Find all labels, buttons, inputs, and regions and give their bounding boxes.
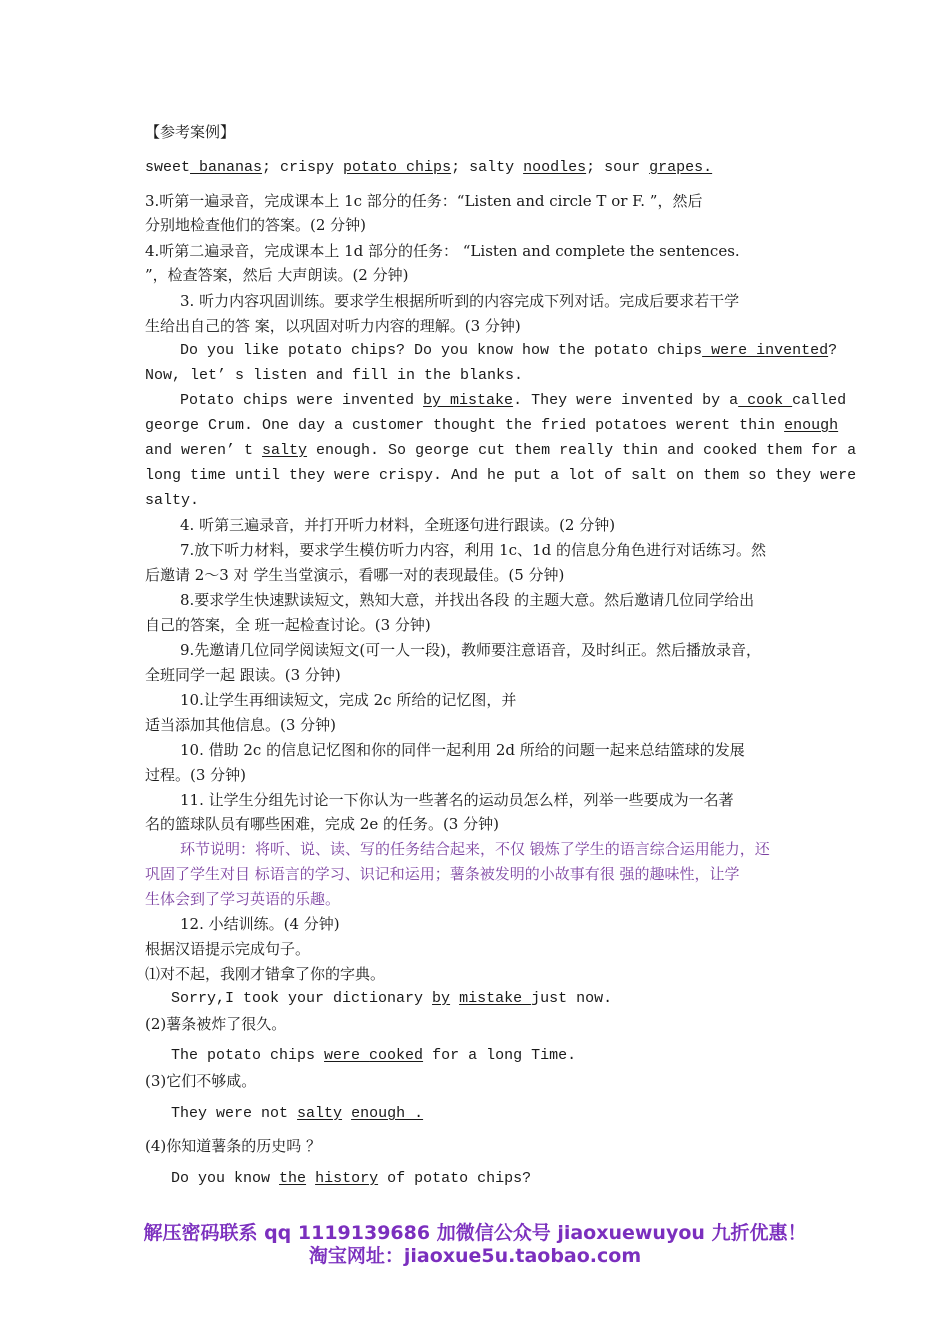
story-line-1	[180, 390, 846, 412]
para-11-line-1: 11. 让学生分组先讨论一下你认为一些著名的运动员怎么样，列举一些要成为一名著	[180, 791, 734, 809]
answer-blank: mistake	[459, 990, 532, 1007]
ref-word: ; salty	[451, 159, 524, 176]
para-10a-line-2: 适当添加其他信息。(3 分钟)	[145, 716, 337, 734]
answer-blank: enough .	[351, 1105, 424, 1122]
ref-word: sweet	[145, 159, 191, 176]
ref-answer: grapes.	[649, 159, 713, 176]
question-2: (2)薯条被炸了很久。	[145, 1015, 287, 1033]
dialog-answer: were invented	[702, 342, 829, 359]
para-12: 12. 小结训练。(4 分钟)	[180, 915, 340, 933]
para-8-line-2: 自己的答案，全 班一起检查讨论。(3 分钟)	[145, 616, 431, 634]
story-text: enough. So george cut them really thin and cooked them for a	[307, 442, 857, 459]
ref-answer: bananas	[190, 159, 263, 176]
answer-blank: cooked	[369, 1047, 424, 1064]
dialog-line-2: Now, let’ s listen and fill in the blanks.	[145, 367, 524, 384]
step-4-line-1: 4.听第二遍录音，完成课本上 1d 部分的任务： “Listen and complete the sentences.	[145, 242, 740, 260]
answer-blank: were	[324, 1047, 370, 1064]
answer-text: for a long Time.	[423, 1047, 577, 1064]
ref-word: ; sour	[586, 159, 650, 176]
question-1: ⑴对不起，我刚才错拿了你的字典。	[145, 965, 386, 983]
para-7-line-2: 后邀请 2〜3 对 学生当堂演示，看哪一对的表现最佳。(5 分钟)	[145, 566, 565, 584]
story-answer: cook	[738, 392, 793, 409]
para-9-line-1: 9.先邀请几位同学阅读短文(可一人一段)，教师要注意语音，及时纠正。然后播放录音，	[180, 641, 762, 659]
answer-text: of potato chips?	[378, 1170, 532, 1187]
answer-space	[342, 1105, 351, 1122]
answer-blank: by	[432, 990, 451, 1007]
note-line-3: 生体会到了学习英语的乐趣。	[145, 890, 341, 908]
story-text: george Crum. One day a customer thought the fried potatoes werent thin	[145, 417, 785, 434]
answer-2	[171, 1045, 576, 1067]
footer-shop-url: 淘宝网址：jiaoxue5u.taobao.com	[308, 1245, 642, 1267]
dialog-text: ?	[828, 342, 838, 359]
story-line-5: salty.	[145, 492, 200, 509]
para-8-line-1: 8.要求学生快速默读短文，熟知大意，并找出各段 的主题大意。然后邀请几位同学给出	[180, 591, 755, 609]
story-line-4: long time until they were crispy. And he put a lot of salt on them so they were	[145, 467, 857, 484]
exercise-intro: 根据汉语提示完成句子。	[145, 940, 311, 958]
answer-1	[171, 988, 612, 1010]
question-4: (4)你知道薯条的历史吗 ？	[145, 1137, 322, 1155]
story-answer: enough	[784, 417, 839, 434]
answer-blank: history	[315, 1170, 379, 1187]
question-3: (3)它们不够咸。	[145, 1072, 257, 1090]
para-11-line-2: 名的篮球队员有哪些困难，完成 2e 的任务。(3 分钟)	[145, 815, 499, 833]
reference-line	[145, 157, 712, 179]
para-3-line-2: 生给出自己的答 案，以巩固对听力内容的理解。(3 分钟)	[145, 317, 521, 335]
story-line-2	[145, 415, 838, 437]
story-text: Potato chips were invented	[180, 392, 424, 409]
answer-text: They were not	[171, 1105, 298, 1122]
story-answer: salty	[262, 442, 308, 459]
answer-text: Do you know	[171, 1170, 280, 1187]
story-text: called	[792, 392, 847, 409]
ref-word: ; crispy	[262, 159, 344, 176]
para-10b-line-1: 10. 借助 2c 的信息记忆图和你的同伴一起利用 2d 所给的问题一起来总结篮球的发展	[180, 741, 745, 759]
step-3-line-2: 分别地检查他们的答案。(2 分钟)	[145, 216, 367, 234]
para-9-line-2: 全班同学一起 跟读。(3 分钟)	[145, 666, 341, 684]
story-answer: by mistake	[423, 392, 514, 409]
ref-answer: potato chips	[343, 159, 452, 176]
answer-3	[171, 1103, 423, 1125]
para-10a-line-1: 10.让学生再细读短文，完成 2c 所给的记忆图，并	[180, 691, 517, 709]
note-line-1: 环节说明：将听、说、读、写的任务结合起来，不仅 锻炼了学生的语言综合运用能力，还	[180, 840, 770, 858]
step-3-line-1: 3.听第一遍录音，完成课本上 1c 部分的任务：“Listen and circle T or F. ”，然后	[145, 192, 703, 210]
answer-text: The potato chips	[171, 1047, 325, 1064]
story-text: . They were invented by a	[513, 392, 739, 409]
answer-blank: salty	[297, 1105, 343, 1122]
note-line-2: 巩固了学生对目 标语言的学习、识记和运用；薯条被发明的小故事有很 强的趣味性，让学	[145, 865, 740, 883]
footer-contact: 解压密码联系 qq 1119139686 加微信公众号 jiaoxuewuyou 九折优惠！	[143, 1222, 807, 1244]
story-line-3	[145, 440, 856, 462]
dialog-line-1	[180, 340, 837, 362]
para-4: 4. 听第三遍录音，并打开听力材料，全班逐句进行跟读。(2 分钟)	[180, 516, 616, 534]
section-heading: 【参考案例】	[145, 123, 236, 141]
ref-answer: noodles	[523, 159, 587, 176]
answer-text: just now.	[531, 990, 613, 1007]
para-7-line-1: 7.放下听力材料，要求学生模仿听力内容，利用 1c、1d 的信息分角色进行对话练习。然	[180, 541, 766, 559]
step-4-line-2: ”，检查答案，然后 大声朗读。(2 分钟)	[145, 266, 409, 284]
para-10b-line-2: 过程。(3 分钟)	[145, 766, 247, 784]
dialog-text: Do you like potato chips? Do you know how the potato chips	[180, 342, 703, 359]
para-3-line-1: 3. 听力内容巩固训练。要求学生根据所听到的内容完成下列对话。完成后要求若干学	[180, 292, 740, 310]
answer-4	[171, 1168, 531, 1190]
answer-blank: the	[279, 1170, 307, 1187]
answer-space	[306, 1170, 315, 1187]
answer-text: Sorry,I took your dictionary	[171, 990, 433, 1007]
story-text: and weren’ t	[145, 442, 263, 459]
answer-space	[450, 990, 459, 1007]
